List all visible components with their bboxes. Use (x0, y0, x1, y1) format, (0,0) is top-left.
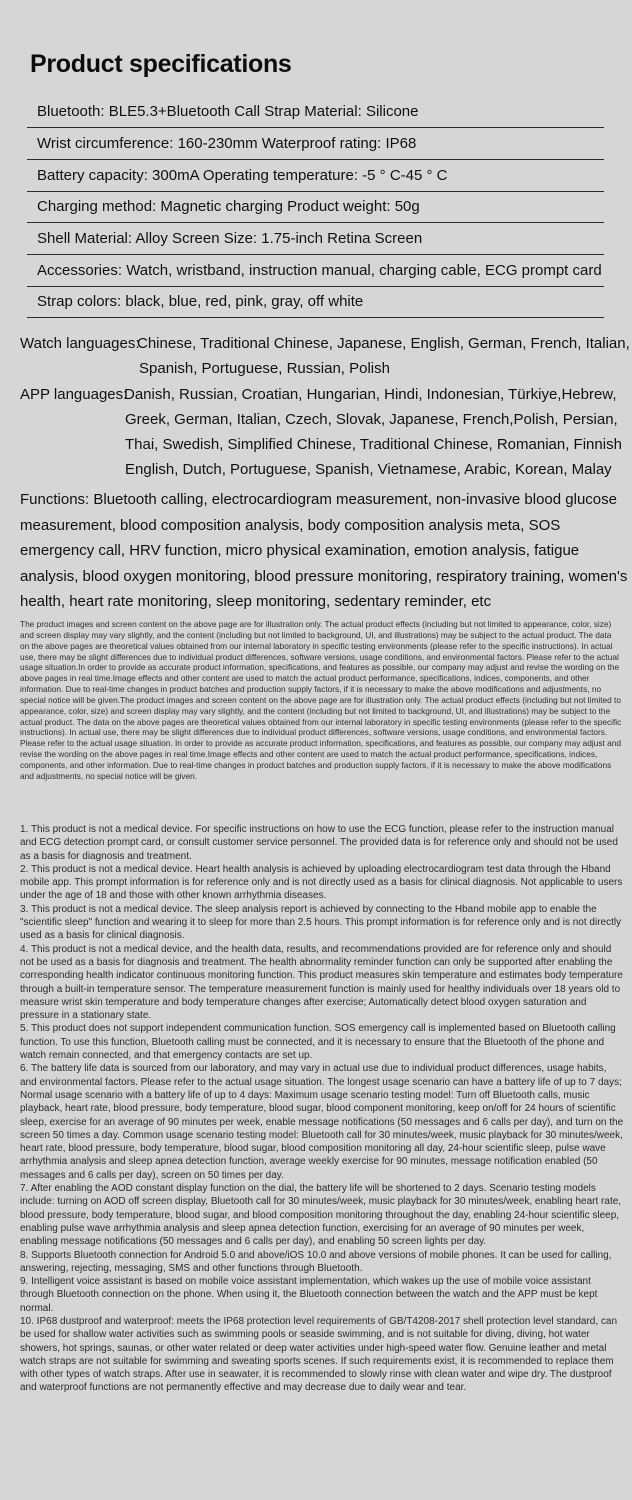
app-languages-line-1: Danish, Russian, Croatian, Hungarian, Hindi, Indonesian, Türkiye,Hebrew, (124, 386, 617, 403)
watch-languages-line-1: Chinese, Traditional Chinese, Japanese, English, German, French, Italian, (137, 335, 630, 352)
disclaimer-paragraph: The product images and screen content on the above page are for illustration only. The actual product effects (including but not limited to appearance, color, size) and screen display may vary slightly, and the content (including but not limited to background, UI, and illustrations) may be subject to the actual product. The data on the above pages are theoretical values obtained from our internal laboratory in specific testing environments (please refer to the specific instructions). In actual use, there may be slight differences due to individual product differences, software versions, usage conditions, and environmental factors. Please refer to the actual usage situation.In order to provide as accurate product information, specifications, and features as possible, our company may adjust and revise the wording on the above pages in real time.Image effects and other content are used to match the actual product performance, specifications, indices, components, and other information. Due to real-time changes in product batches and production supply factors, if it is necessary to make the above modifications and adjustments, no special notice will be given.The product images and screen content on the above page are for illustration only. The actual product effects (including but not limited to appearance, color, size) and screen display may vary slightly, and the content (including but not limited to background, UI, and illustrations) may be subject to the actual product. The data on the above pages are theoretical values obtained from our internal laboratory in specific testing environments (please refer to the specific instructions). In actual use, there may be slight differences due to individual product differences, software versions, usage conditions, and environmental factors. Please refer to the actual usage situation. In order to provide as accurate product information, specifications, and features as possible, our company may adjust and revise the wording on the above pages in real time.Image effects and other content are used to match the actual product performance, specifications, indices, components, and other information. Due to real-time changes in product batches and production supply factors, if it is necessary to make the above modifications and adjustments, no special notice will be given. (20, 619, 622, 781)
spec-row-battery: Battery capacity: 300mA Operating temperature: -5 ° C-45 ° C (27, 161, 604, 192)
note-item: 8. Supports Bluetooth connection for Android 5.0 and above/iOS 10.0 and above versions of mobile phones. It can be used for calling, answering, rejecting, messaging, SMS and other functions through Bluetooth. (20, 1249, 612, 1274)
functions-paragraph: Functions: Bluetooth calling, electrocardiogram measurement, non-invasive blood glucose measurement, blood composition analysis, body composition analysis meta, SOS emergency call, HRV function, micro physical examination, emotion analysis, fatigue analysis, blood oxygen monitoring, blood pressure monitoring, respiratory training, women's health, heart rate monitoring, sleep monitoring, sedentary reminder, etc (20, 491, 628, 610)
app-languages-line-3: Thai, Swedish, Simplified Chinese, Traditional Chinese, Romanian, Finnish (125, 436, 622, 453)
spec-row-charging: Charging method: Magnetic charging Product weight: 50g (27, 192, 604, 223)
note-item: 3. This product is not a medical device. The sleep analysis report is achieved by connecting to the Hband mobile app to enable the "scientific sleep" function and wearing it to sleep for more than 2.5 hours. This prompt information is for reference only and is not directly used as a basis for clinical diagnosis. (20, 903, 622, 942)
note-item: 5. This product does not support independent communication function. SOS emergency call is implemented based on Bluetooth calling function. To use this function, Bluetooth calling must be connected, and it is necessary to ensure that the Bluetooth of the phone and watch remain connected, and that emergency contacts are set up. (20, 1023, 616, 1062)
spec-row-accessories: Accessories: Watch, wristband, instruction manual, charging cable, ECG prompt card (27, 256, 604, 287)
watch-languages (20, 331, 630, 383)
app-languages-label: APP languages: (20, 386, 128, 403)
spec-row-strap-colors: Strap colors: black, blue, red, pink, gray, off white (27, 287, 604, 318)
note-item: 1. This product is not a medical device. For specific instructions on how to use the ECG function, please refer to the instruction manual and ECG detection prompt card, or consult customer service personnel. The provided data is for reference only and should not be used as a basis for diagnosis and treatment. (20, 824, 618, 862)
note-item: 4. This product is not a medical device, and the health data, results, and recommendations provided are for reference only and should not be used as a basis for diagnosis and treatment. The health abnormality reminder function can only be supported after enabling the corresponding health indicator continuous monitoring function. This product measures skin temperature and estimates body temperature through a built-in temperature sensor. The temperature measurement function is mainly used for healthy individuals over 18 years old to measure wrist skin temperature and body temperature changes after exercise; Automatically detect blood oxygen saturation and pressure in a stationary state. (20, 943, 623, 1022)
spec-row-wrist: Wrist circumference: 160-230mm Waterproof rating: IP68 (27, 129, 604, 160)
note-item: 10. IP68 dustproof and waterproof: meets the IP68 protection level requirements of GB/T4208-2017 shell protection level standard, can be used for shallow water activities such as swimming pools or seaside swimming, and is not suitable for diving, diving, hot water showers, hot springs, saunas, or other water related or deep water activities under high-speed water flow. Genuine leather and metal watch straps are not suitable for swimming and sweating sports scenes. If such requirements exist, it is recommended to replace them with other types of watch straps. After use in seawater, it is recommended to slowly rinse with clean water and wipe dry. The dustproof and waterproof functions are not permanently effective and may decrease due to daily wear and tear. (20, 1315, 618, 1394)
app-languages-line-2: Greek, German, Italian, Czech, Slovak, Japanese, French,Polish, Persian, (125, 411, 618, 428)
spec-row-shell: Shell Material: Alloy Screen Size: 1.75-inch Retina Screen (27, 224, 604, 255)
note-item: 7. After enabling the AOD constant display function on the dial, the battery life will be shortened to 2 days. Scenario testing models include: turning on AOD off screen display, Bluetooth call for 30 minutes/week, music playback for 30 minutes/week, enabling heart rate, blood pressure, body temperature, blood sugar, and blood composition monitoring throughout the day, enabling 24-hour scientific sleep, enabling pulse wave arrhythmia analysis and sleep apnea detection function, exercising for an average of 90 minutes per week, enabling message notifications (50 messages and 6 calls per day), and enabling 50 screen lights per day. (20, 1183, 622, 1248)
note-item: 2. This product is not a medical device. Heart health analysis is achieved by uploading electrocardiogram test data through the Hband mobile app. This prompt information is for reference only and is not directly used as a basis for clinical diagnosis. Not applicable to users under the age of 18 and those with other known arrhythmia diseases. (20, 863, 623, 902)
page-title: Product specifications (30, 50, 292, 78)
spec-row-bluetooth: Bluetooth: BLE5.3+Bluetooth Call Strap Material: Silicone (27, 97, 604, 128)
watch-languages-line-2: Spanish, Portuguese, Russian, Polish (139, 360, 390, 377)
note-item: 6. The battery life data is sourced from our laboratory, and may vary in actual use due to individual product differences, usage habits, and environmental factors. Please refer to the actual usage situation. The longest usage scenario can have a battery life of up to 7 days; Normal usage scenario with a battery life of up to 4 days: Maximum usage scenario testing model: Turn off Bluetooth calls, music playback, heart rate, blood pressure, body temperature, blood sugar, blood component monitoring, keep on/off for 24 hours of scientific sleep, exercise for an average of 90 minutes per week, enable message notifications (50 messages and 6 calls per day), and turn on the screen 50 times a day. Common usage scenario testing model: Bluetooth call for 30 minutes/week, music playback for 30 minutes/week, heart rate, blood pressure, body temperature, blood sugar, blood composition monitoring all day, 24-hour scientific sleep, pulse wave arrhythmia analysis and sleep apnea detection function, average weekly exercise for 90 minutes, message notification enabled (50 messages and 6 calls per day), screen on 50 times per day. (20, 1063, 624, 1181)
notes-list (20, 823, 624, 1395)
app-languages-line-4: English, Dutch, Portuguese, Spanish, Vietnamese, Arabic, Korean, Malay (125, 461, 612, 478)
note-item: 9. Intelligent voice assistant is based on mobile voice assistant implementation, which wakes up the use of mobile voice assistant through Bluetooth connection on the phone. When using it, the Bluetooth connection between the watch and the APP must be kept normal. (20, 1276, 598, 1314)
watch-languages-label: Watch languages: (20, 335, 140, 352)
app-languages (20, 382, 630, 484)
